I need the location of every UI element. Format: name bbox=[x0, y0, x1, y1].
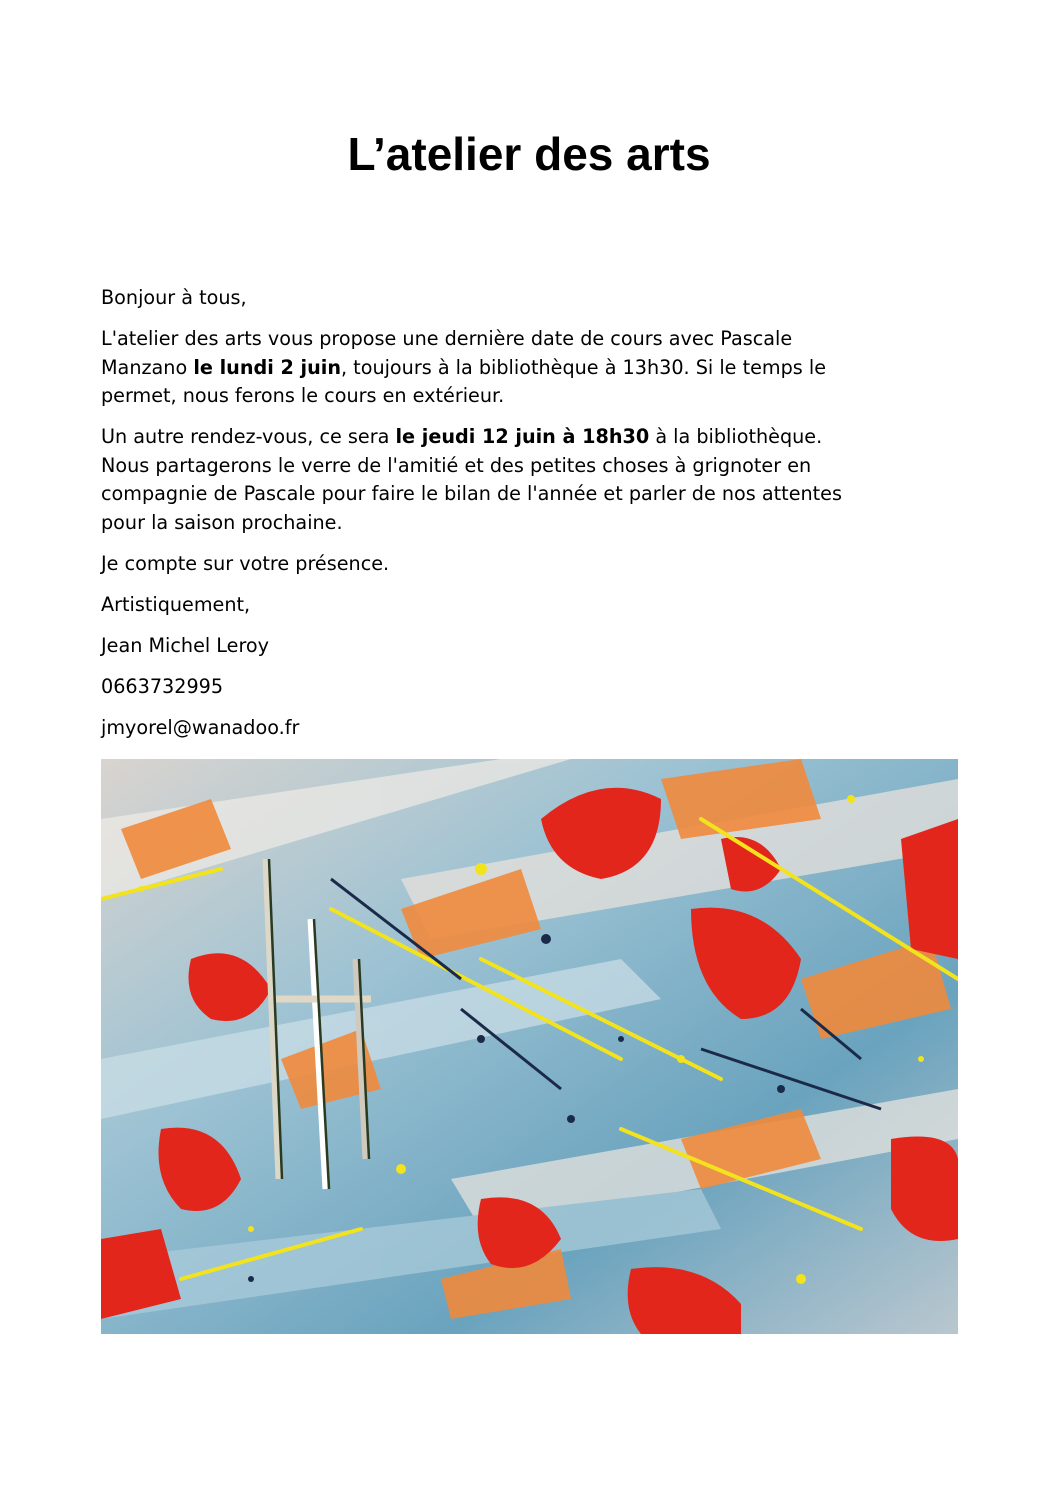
paragraph-rdv-line-1-end: à la bibliothèque. bbox=[649, 425, 823, 448]
paragraph-rdv-line-3: compagnie de Pascale pour faire le bilan de l'année et parler de nos attentes bbox=[101, 482, 842, 505]
page-title: L’atelier des arts bbox=[347, 128, 711, 180]
paragraph-cours-line-2-end: , toujours à la bibliothèque à 13h30. Si le temps le bbox=[340, 355, 827, 379]
letter-body bbox=[101, 284, 931, 755]
abstract-painting-image bbox=[101, 759, 958, 1334]
greeting: Bonjour à tous, bbox=[101, 286, 247, 309]
paragraph-rdv-line-4: pour la saison prochaine. bbox=[101, 510, 343, 534]
email-address: jmyorel@wanadoo.fr bbox=[101, 715, 300, 739]
date-lundi: le lundi 2 juin bbox=[193, 355, 341, 379]
paragraph-rendez-vous bbox=[101, 423, 931, 537]
closing-line: Je compte sur votre présence. bbox=[101, 551, 390, 575]
paragraph-cours-line-2-start: Manzano bbox=[101, 355, 194, 379]
sign-off: Artistiquement, bbox=[101, 592, 251, 616]
date-jeudi: le jeudi 12 juin à 18h30 bbox=[395, 425, 650, 448]
phone-number: 0663732995 bbox=[101, 674, 224, 698]
paragraph-cours-line-1: L'atelier des arts vous propose une dernière date de cours avec Pascale bbox=[101, 327, 793, 350]
signature-name: Jean Michel Leroy bbox=[101, 633, 270, 657]
paragraph-cours-line-3: permet, nous ferons le cours en extérieur. bbox=[101, 384, 505, 407]
paragraph-cours bbox=[101, 325, 931, 411]
paragraph-rdv-line-1-start: Un autre rendez-vous, ce sera bbox=[101, 425, 396, 448]
paragraph-rdv-line-2: Nous partagerons le verre de l'amitié et des petites choses à grignoter en bbox=[101, 453, 812, 477]
